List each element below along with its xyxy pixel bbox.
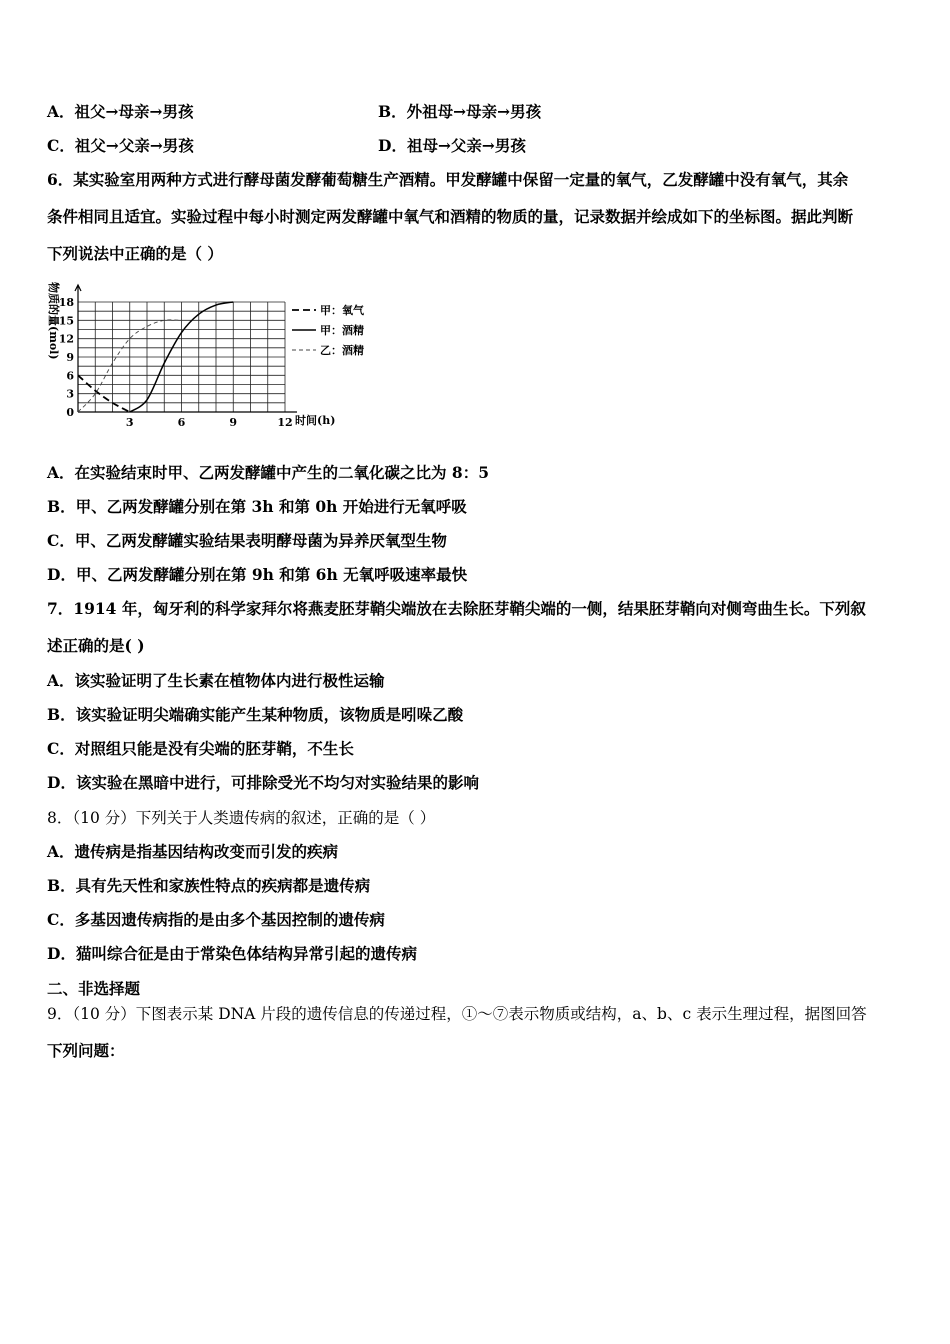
- q7-stem-line-1: 7．1914 年，匈牙利的科学家拜尔将燕麦胚芽鞘尖端放在去除胚芽鞘尖端的一侧，结果胚芽鞘向对侧弯曲生长。下列叙: [47, 599, 866, 618]
- q8-option-c: C．多基因遗传病指的是由多个基因控制的遗传病: [47, 910, 385, 929]
- chart-tick-labels: [59, 296, 293, 429]
- q7-option-c: C．对照组只能是没有尖端的胚芽鞘，不生长: [47, 739, 354, 758]
- q9-stem-line-2: 下列问题：: [47, 1041, 125, 1060]
- q9-stem-line-1: 9．（10 分）下图表示某 DNA 片段的遗传信息的传递过程，①～⑦表示物质或结构，a、b、c 表示生理过程，据图回答: [47, 1005, 867, 1023]
- chart-axes: [75, 285, 297, 412]
- y-tick-label: 9: [66, 351, 74, 364]
- x-tick-label: 6: [177, 416, 186, 429]
- chart-legend: [292, 303, 365, 357]
- q6-option-b: B．甲、乙两发酵罐分别在第 3h 和第 0h 开始进行无氧呼吸: [47, 497, 467, 516]
- q6-stem-line-3: 下列说法中正确的是（ ）: [47, 244, 223, 263]
- chart-grid: [78, 302, 285, 412]
- q5-option-a: A．祖父→母亲→男孩: [47, 102, 194, 121]
- x-tick-label: 9: [229, 416, 238, 429]
- y-tick-label: 6: [66, 369, 74, 383]
- x-tick-label: 3: [125, 416, 134, 429]
- y-tick-label: 18: [58, 296, 74, 309]
- q6-option-d: D．甲、乙两发酵罐分别在第 9h 和第 6h 无氧呼吸速率最快: [47, 565, 468, 584]
- fermentation-chart: [40, 274, 380, 432]
- q8-option-d: D．猫叫综合征是由于常染色体结构异常引起的遗传病: [47, 944, 417, 963]
- q5-option-c: C．祖父→父亲→男孩: [47, 136, 194, 155]
- q5-option-b: B．外祖母→母亲→男孩: [378, 102, 542, 121]
- q7-option-a: A．该实验证明了生长素在植物体内进行极性运输: [47, 671, 385, 690]
- q7-option-d: D．该实验在黑暗中进行，可排除受光不均匀对实验结果的影响: [47, 773, 479, 792]
- q6-stem-line-2: 条件相同且适宜。实验过程中每小时测定两发酵罐中氧气和酒精的物质的量，记录数据并绘成如下的坐标图。据此判断: [47, 207, 854, 226]
- q6-option-c: C．甲、乙两发酵罐实验结果表明酵母菌为异养厌氧型生物: [47, 531, 447, 550]
- q8-option-a: A．遗传病是指基因结构改变而引发的疾病: [47, 842, 339, 861]
- q6-option-a: A．在实验结束时甲、乙两发酵罐中产生的二氧化碳之比为 8：5: [47, 463, 489, 482]
- y-tick-label: 3: [66, 387, 74, 401]
- section-heading: 二、非选择题: [47, 979, 141, 998]
- y-tick-label: 12: [58, 332, 74, 346]
- chart-x-axis-label: 时间(h): [295, 414, 336, 427]
- q7-stem-line-2: 述正确的是( ): [47, 636, 145, 655]
- y-tick-label: 0: [66, 406, 74, 419]
- legend-label-1: 甲：氧气: [320, 304, 364, 317]
- q7-option-b: B．该实验证明尖端确实能产生某种物质，该物质是吲哚乙酸: [47, 705, 464, 724]
- q8-option-b: B．具有先天性和家族性特点的疾病都是遗传病: [47, 876, 371, 895]
- q5-option-d: D．祖母→父亲→男孩: [378, 136, 526, 155]
- y-tick-label: 15: [58, 314, 74, 328]
- legend-label-2: 甲：酒精: [320, 324, 364, 337]
- x-tick-label: 12: [277, 416, 293, 429]
- legend-label-3: 乙：酒精: [320, 344, 364, 357]
- chart-y-axis-label: 物质的量(mol): [47, 282, 60, 360]
- q6-stem-line-1: 6．某实验室用两种方式进行酵母菌发酵葡萄糖生产酒精。甲发酵罐中保留一定量的氧气，乙发酵罐中没有氧气，其余: [47, 170, 849, 189]
- q8-stem: 8．（10 分）下列关于人类遗传病的叙述，正确的是（ ）: [47, 809, 436, 827]
